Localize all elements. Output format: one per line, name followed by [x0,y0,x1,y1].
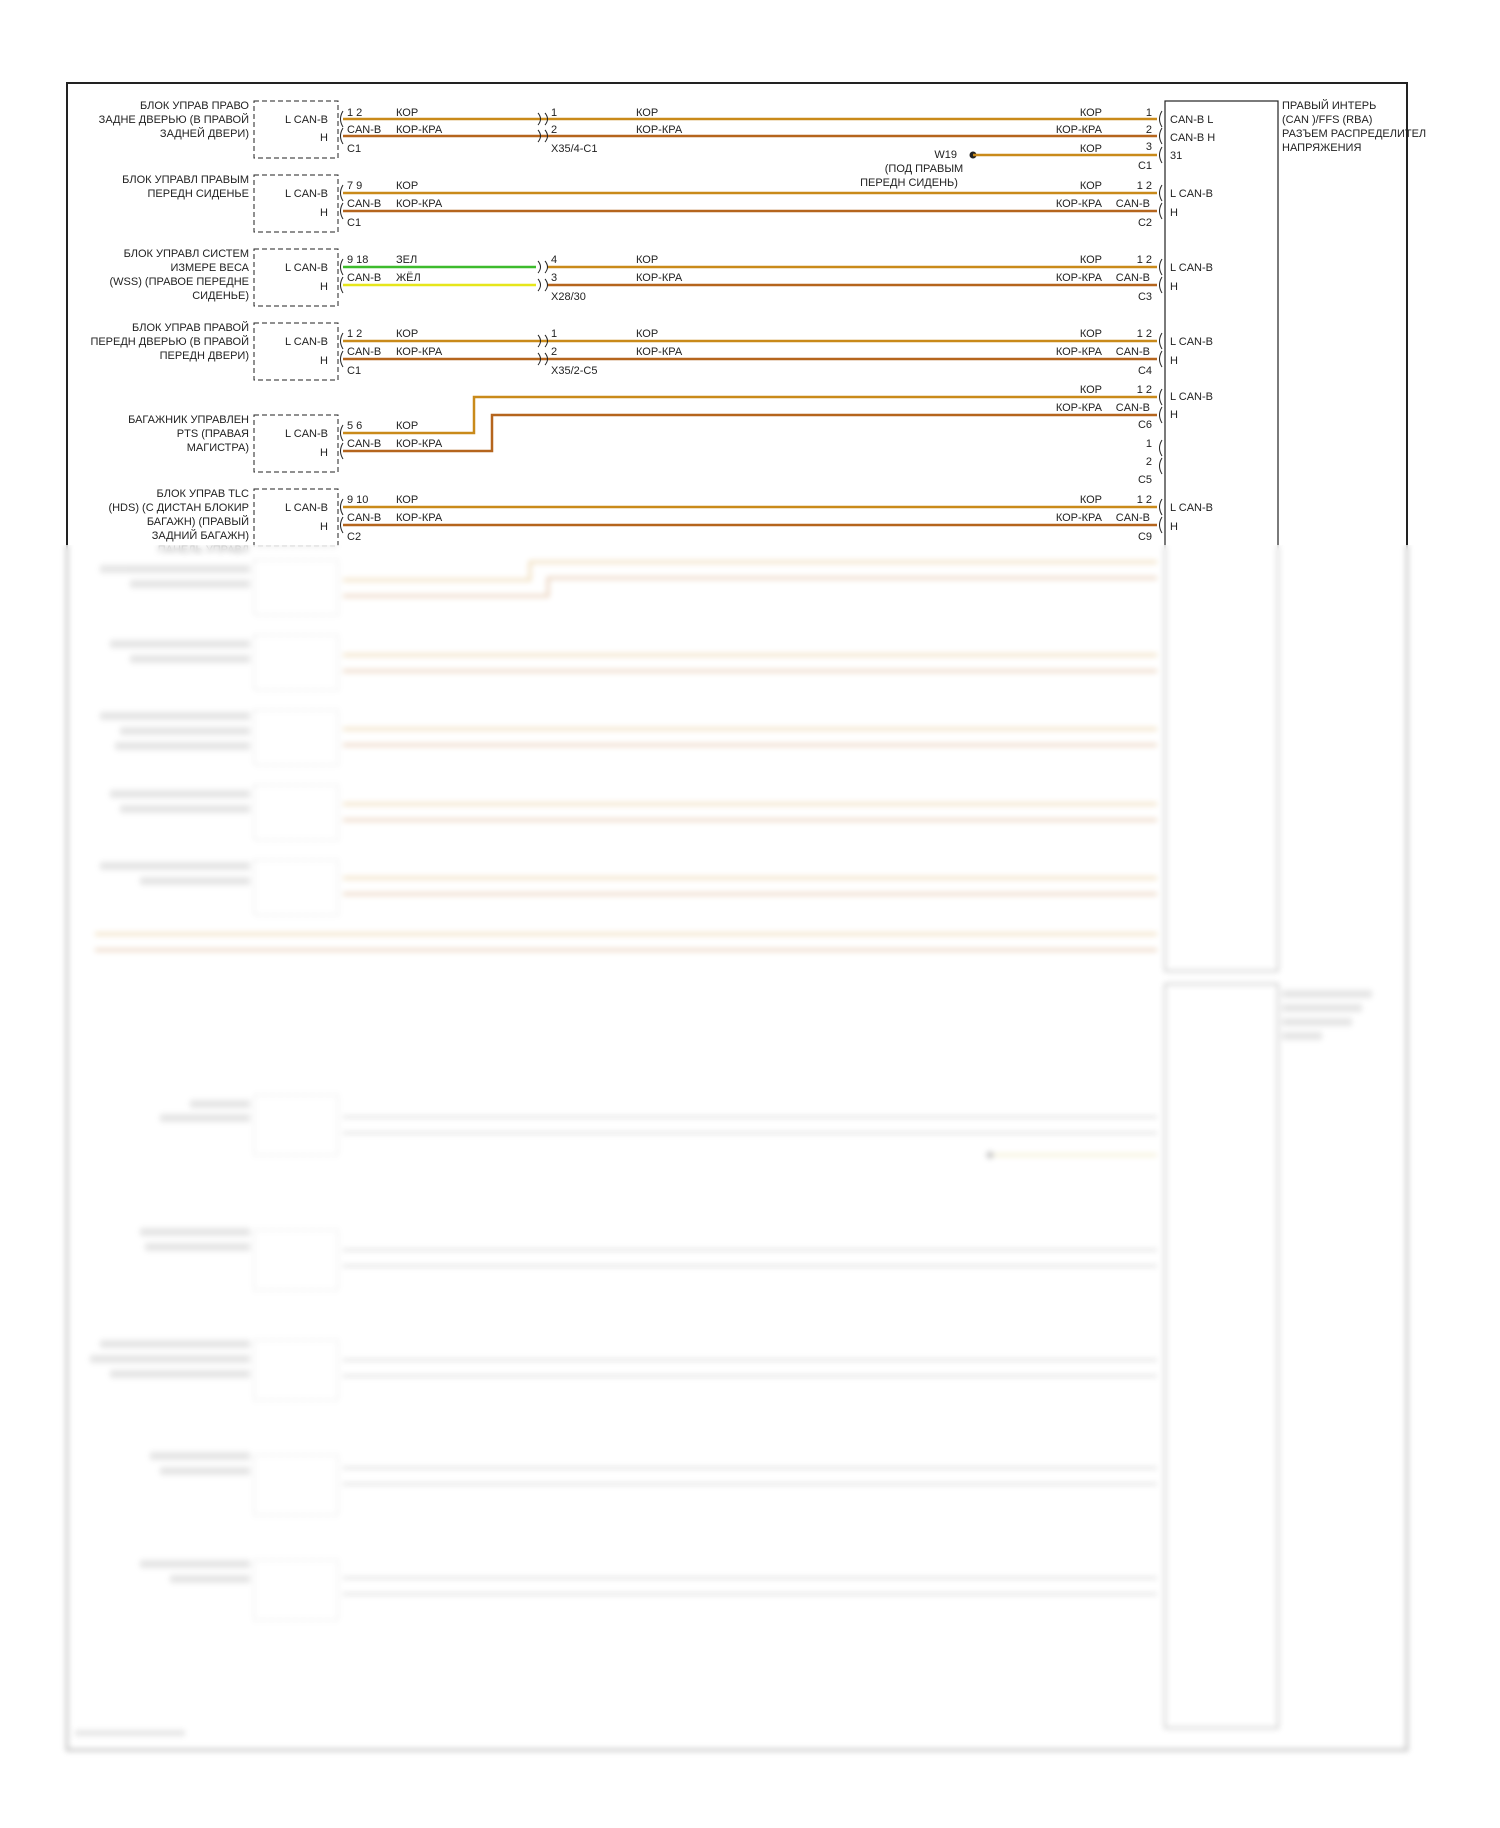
box-bottom-label: H [320,132,328,144]
extra-conn: C5 [1137,474,1152,486]
left-pins: 1 2 [347,107,363,119]
right-conn: C6 [1137,419,1152,431]
left-conn: C2 [347,531,362,543]
left-pins: 7 9 [347,180,363,192]
module-box [254,249,338,306]
module-label: БЛОК УПРАВЛ ПРАВЫМ [122,174,249,186]
module-side-top: L CAN-B [1170,188,1213,200]
module-label: ИЗМЕРЕ ВЕСА [170,262,249,274]
box-bottom-label: H [320,207,328,219]
mid-wire2-color: КОР-КРА [636,272,683,284]
module-label: БЛОК УПРАВ ПРАВОЙ [132,322,249,334]
left-pins: 5 6 [347,420,363,432]
pin-mark [341,499,1163,533]
right-wire1-color: КОР [1079,494,1102,506]
wire1-color: КОР [396,328,419,340]
right-pin-label: CAN-B [1115,512,1150,524]
right-pin-top: 1 2 [1136,254,1152,266]
pin-mark [341,389,1163,474]
right-pin-top: 1 2 [1136,494,1152,506]
right-wire2-color: КОР-КРА [1055,198,1102,210]
left-pin-label: CAN-B [347,512,382,524]
mid-conn: X35/2-C5 [551,365,598,377]
module-label: ЗАДНЕ ДВЕРЬЮ (В ПРАВОЙ [98,114,249,126]
mid-conn: X35/4-C1 [551,143,598,155]
mid-wire2-color: КОР-КРА [636,124,683,136]
left-pin-label: CAN-B [347,438,382,450]
wire2-color: КОР-КРА [396,198,443,210]
box-bottom-label: H [320,355,328,367]
wire2-color: КОР-КРА [396,346,443,358]
left-conn: C1 [347,217,362,229]
right-conn: C2 [1137,217,1152,229]
module-label: (WSS) (ПРАВОЕ ПЕРЕДНЕ [109,276,249,288]
module-side-bottom: H [1170,409,1178,421]
wire1-color: КОР [396,494,419,506]
pin-mark [1160,147,1163,163]
circuit-row-5 [128,384,1213,486]
circuit-row-3 [109,248,1213,306]
module-label: ПЕРЕДН ДВЕРИ) [159,350,249,362]
left-pin-label: CAN-B [347,124,382,136]
wire2-color: ЖЁЛ [396,272,421,284]
module-side-bottom: CAN-B H [1170,132,1216,144]
extra-pin: 2 [1145,456,1152,468]
right-wire2-color: КОР-КРА [1055,124,1102,136]
wire1-color: КОР [396,107,419,119]
right-pin-bottom: 2 [1145,124,1152,136]
wire1-color: ЗЕЛ [396,254,418,266]
right-wire1-color: КОР [1079,328,1102,340]
module-box [254,489,338,546]
wire1-color: КОР [396,420,419,432]
right-pin-top: 1 2 [1136,328,1152,340]
mid-wire2-color: КОР-КРА [636,346,683,358]
blur-overlay [0,545,1500,1828]
module-side-bottom: H [1170,281,1178,293]
right-wire1-color: КОР [1079,180,1102,192]
wire2-color: КОР-КРА [396,512,443,524]
module-side-top: L CAN-B [1170,391,1213,403]
mid-pin-1: 1 [551,107,558,119]
left-pin-label: CAN-B [347,198,382,210]
right-pin-label: CAN-B [1115,272,1150,284]
right-pin-top: 1 2 [1136,384,1152,396]
module-label: ПЕРЕДН СИДЕНЬЕ [147,188,249,200]
module-label: БЛОК УПРАВ TLC [156,488,249,500]
box-top-label: L CAN-B [285,262,328,274]
right-module-title-line: РАЗЪЕМ РАСПРЕДЕЛИТЕЛ [1282,128,1427,140]
connector-mark [538,335,548,365]
left-conn: C1 [347,143,362,155]
mid-conn: X28/30 [551,291,586,303]
module-box [254,323,338,380]
box-bottom-label: H [320,521,328,533]
left-pins: 9 10 [347,494,369,506]
box-top-label: L CAN-B [285,188,328,200]
module-label: ЗАДНЕЙ ДВЕРИ) [159,128,249,140]
circuit-row-4 [90,321,1213,380]
module-box [254,101,338,158]
right-module-title-line: (CAN )/FFS (RBA) [1282,114,1373,126]
right-module-title [1282,99,1426,154]
left-pins: 1 2 [347,328,363,340]
right-wire1-color: КОР [1079,107,1102,119]
box-bottom-label: H [320,447,328,459]
module-box [254,415,338,472]
box-top-label: L CAN-B [285,428,328,440]
mid-pin-2: 2 [551,346,558,358]
right-wire1-color: КОР [1079,254,1102,266]
box-top-label: L CAN-B [285,114,328,126]
ground-note: ПЕРЕДН СИДЕНЬ) [860,177,958,189]
mid-wire1-color: КОР [636,254,659,266]
right-conn: C9 [1137,531,1152,543]
module-label: БЛОК УПРАВ ПРАВО [139,100,249,112]
module-label: БЛОК УПРАВЛ СИСТЕМ [123,248,249,260]
left-pin-label: CAN-B [347,346,382,358]
wire2-color: КОР-КРА [396,124,443,136]
module-label: ПЕРЕДН ДВЕРЬЮ (В ПРАВОЙ [90,336,249,348]
connector-mark [538,113,548,142]
ground-label: W19 [934,149,957,161]
module-label: МАГИСТРА) [186,442,249,454]
right-conn: C3 [1137,291,1152,303]
pin-mark [341,185,1163,219]
ground-pin-name: 31 [1170,150,1183,162]
box-bottom-label: H [320,281,328,293]
mid-wire1-color: КОР [636,107,659,119]
module-side-top: L CAN-B [1170,336,1213,348]
pin-mark [341,259,1163,293]
module-side-bottom: H [1170,521,1178,533]
circuit-row-2 [122,174,1213,232]
mid-pin-2: 2 [551,124,558,136]
module-side-top: L CAN-B [1170,502,1213,514]
module-side-top: CAN-B L [1170,114,1214,126]
right-wire1-color: КОР [1079,384,1102,396]
module-label: БАГАЖНИК УПРАВЛЕН [128,414,249,426]
mid-pin-1: 4 [551,254,558,266]
right-wire2-color: КОР-КРА [1055,346,1102,358]
wire1-color: КОР [396,180,419,192]
ground-conn: C1 [1137,160,1152,172]
module-side-bottom: H [1170,355,1178,367]
mid-pin-1: 1 [551,328,558,340]
right-pin-label: CAN-B [1115,346,1150,358]
left-pin-label: CAN-B [347,272,382,284]
module-box [254,175,338,232]
ground-w19 [860,141,1182,189]
left-pins: 9 18 [347,254,369,266]
right-conn: C4 [1137,365,1152,377]
ground-wire-color: КОР [1079,143,1102,155]
module-label: БАГАЖН) (ПРАВЫЙ [146,516,249,528]
right-module-title-line: ПРАВЫЙ ИНТЕРЬ [1282,100,1377,112]
box-top-label: L CAN-B [285,336,328,348]
right-wire2-color: КОР-КРА [1055,402,1102,414]
right-wire2-color: КОР-КРА [1055,272,1102,284]
module-label: PTS (ПРАВАЯ [176,428,249,440]
pin-mark [341,333,1163,367]
module-label: СИДЕНЬЕ) [192,290,249,302]
right-pin-top: 1 [1145,107,1152,119]
mid-pin-2: 3 [551,272,558,284]
connector-mark [538,261,548,291]
right-pin-top: 1 2 [1136,180,1152,192]
right-wire2-color: КОР-КРА [1055,512,1102,524]
right-pin-label: CAN-B [1115,198,1150,210]
module-label: ЗАДНИЙ БАГАЖН) [151,530,249,542]
left-conn: C1 [347,365,362,377]
pin-mark [341,111,1163,144]
box-top-label: L CAN-B [285,502,328,514]
module-side-bottom: H [1170,207,1178,219]
extra-pin: 1 [1145,438,1152,450]
circuit-row-1 [99,100,1216,158]
ground-pin: 3 [1145,141,1152,153]
mid-wire1-color: КОР [636,328,659,340]
wire2-color: КОР-КРА [396,438,443,450]
ground-note: (ПОД ПРАВЫМ [884,163,964,175]
module-label: (HDS) (С ДИСТАН БЛОКИР [108,502,249,514]
module-side-top: L CAN-B [1170,262,1213,274]
right-module-title-line: НАПРЯЖЕНИЯ [1282,142,1362,154]
right-pin-label: CAN-B [1115,402,1150,414]
